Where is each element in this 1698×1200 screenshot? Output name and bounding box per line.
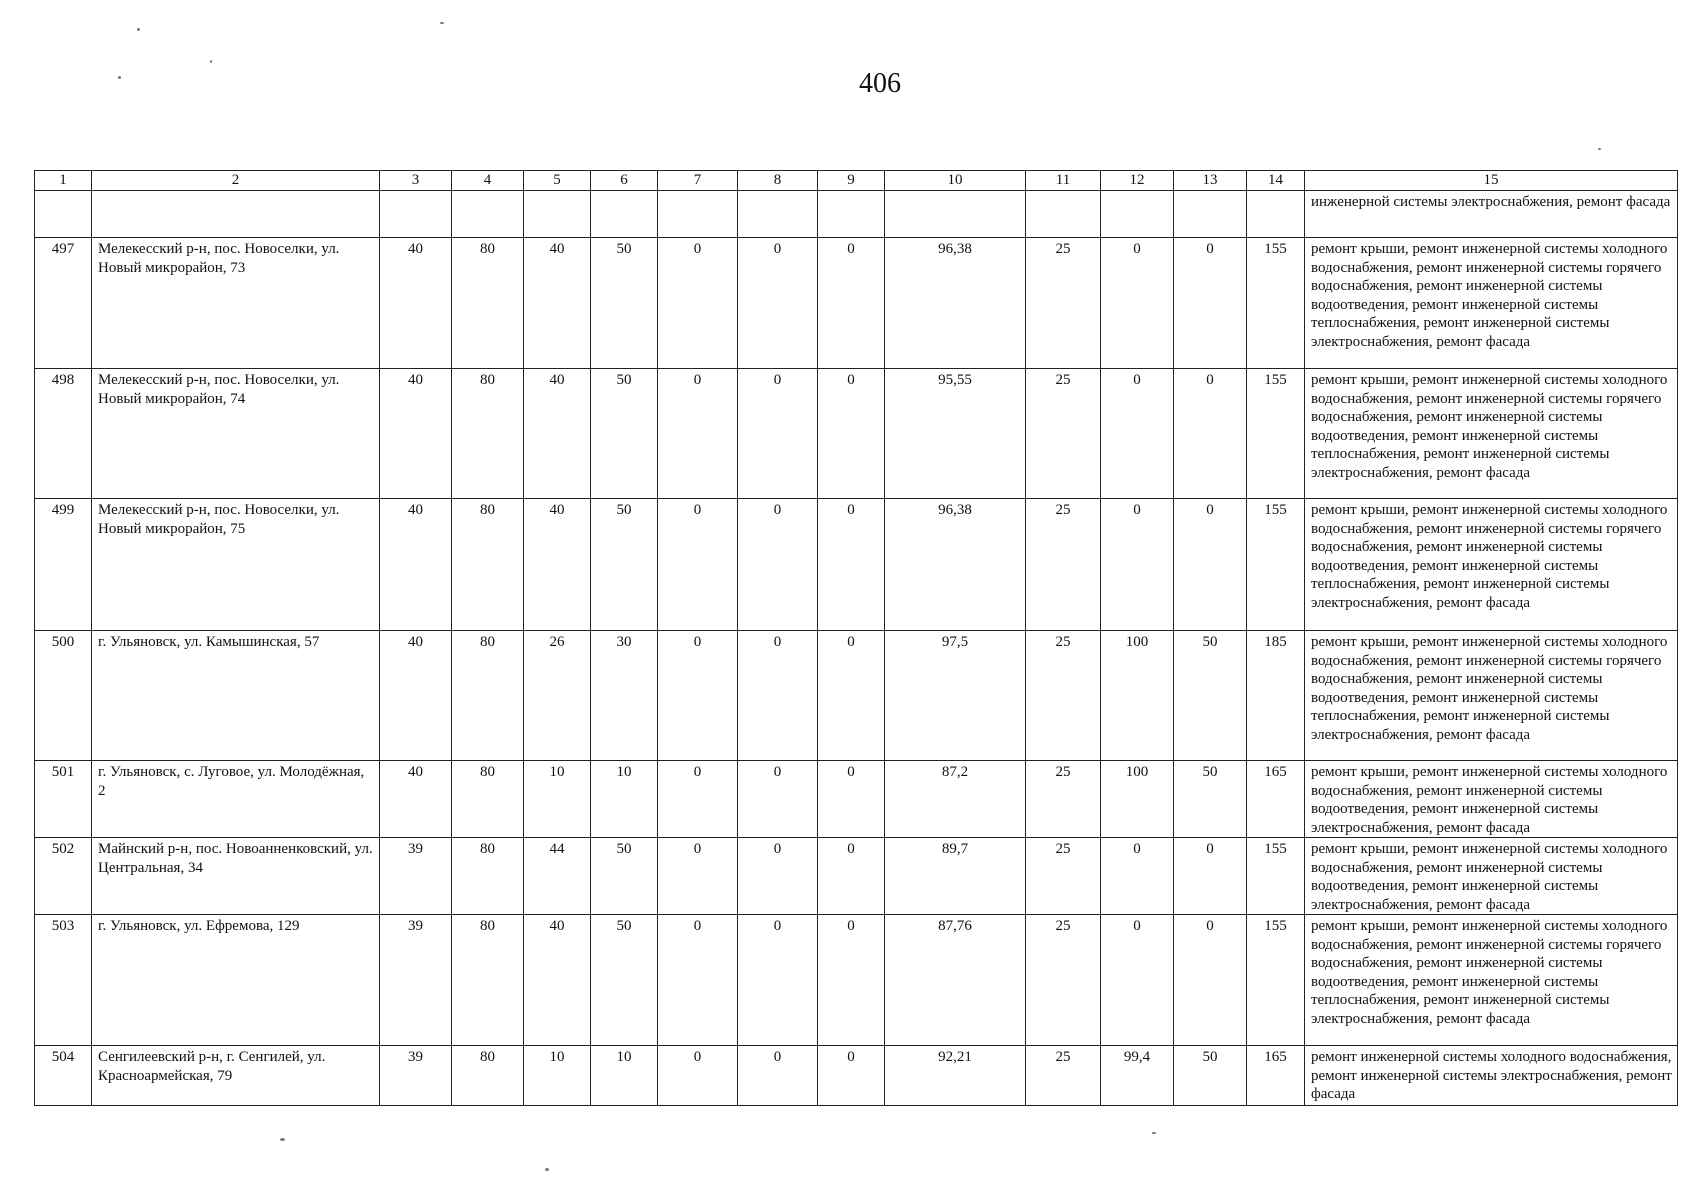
value-cell-c9: 0 (818, 838, 885, 915)
column-header: 9 (818, 171, 885, 191)
column-header: 1 (35, 171, 92, 191)
value-cell-c12: 0 (1101, 238, 1174, 369)
value-cell-c9: 0 (818, 631, 885, 761)
scan-speck (280, 1138, 285, 1141)
works-cell: ремонт крыши, ремонт инженерной системы холодного водоснабжения, ремонт инженерной системы горячего водоснабжения, ремонт инженерной системы водоотведения, ремонт инженерной системы теплоснабжения, ремонт инженерной системы электроснабжения, ремонт фасада (1305, 631, 1678, 761)
value-cell-c11: 25 (1026, 761, 1101, 838)
value-cell-c3: 40 (380, 369, 452, 499)
works-cell: ремонт крыши, ремонт инженерной системы холодного водоснабжения, ремонт инженерной системы горячего водоснабжения, ремонт инженерной системы водоотведения, ремонт инженерной системы теплоснабжения, ремонт инженерной системы электроснабжения, ремонт фасада (1305, 499, 1678, 631)
value-cell-c10: 92,21 (885, 1046, 1026, 1106)
table-row (35, 499, 1678, 631)
scan-speck (210, 60, 212, 63)
repair-program-table (34, 170, 1678, 1106)
table-row (35, 1046, 1678, 1106)
value-cell-c14: 185 (1247, 631, 1305, 761)
column-header: 3 (380, 171, 452, 191)
value-cell-c5: 40 (524, 499, 591, 631)
value-cell-c8: 0 (738, 761, 818, 838)
row-number-cell: 503 (35, 915, 92, 1046)
value-cell-c7: 0 (658, 1046, 738, 1106)
value-cell-c7: 0 (658, 369, 738, 499)
column-header: 7 (658, 171, 738, 191)
row-number-cell: 504 (35, 1046, 92, 1106)
address-cell: Майнский р-н, пос. Новоанненковский, ул. Центральная, 34 (92, 838, 380, 915)
value-cell-c12: 0 (1101, 499, 1174, 631)
value-cell-c4: 80 (452, 1046, 524, 1106)
value-cell-c8: 0 (738, 238, 818, 369)
value-cell-c5: 10 (524, 761, 591, 838)
row-number-cell: 502 (35, 838, 92, 915)
value-cell-c13: 50 (1174, 631, 1247, 761)
column-header: 4 (452, 171, 524, 191)
value-cell-c10: 96,38 (885, 238, 1026, 369)
column-header: 6 (591, 171, 658, 191)
works-cell: инженерной системы электроснабжения, ремонт фасада (1305, 191, 1678, 238)
value-cell-c6: 50 (591, 838, 658, 915)
value-cell-c4: 80 (452, 915, 524, 1046)
value-cell-c6: 50 (591, 238, 658, 369)
value-cell-c4: 80 (452, 761, 524, 838)
value-cell-c10: 89,7 (885, 838, 1026, 915)
value-cell-c9: 0 (818, 761, 885, 838)
value-cell-c6: 50 (591, 915, 658, 1046)
address-cell: Мелекесский р-н, пос. Новоселки, ул. Новый микрорайон, 74 (92, 369, 380, 499)
value-cell-c13: 0 (1174, 369, 1247, 499)
column-header: 14 (1247, 171, 1305, 191)
value-cell-c7: 0 (658, 238, 738, 369)
address-cell: Сенгилеевский р-н, г. Сенгилей, ул. Красноармейская, 79 (92, 1046, 380, 1106)
table-row (35, 915, 1678, 1046)
row-number-cell: 500 (35, 631, 92, 761)
value-cell-c7: 0 (658, 631, 738, 761)
value-cell-c11: 25 (1026, 838, 1101, 915)
value-cell-c11: 25 (1026, 499, 1101, 631)
value-cell-c9: 0 (818, 499, 885, 631)
value-cell-c13: 0 (1174, 499, 1247, 631)
address-cell: г. Ульяновск, ул. Ефремова, 129 (92, 915, 380, 1046)
works-cell: ремонт крыши, ремонт инженерной системы холодного водоснабжения, ремонт инженерной системы водоотведения, ремонт инженерной системы электроснабжения, ремонт фасада (1305, 761, 1678, 838)
column-header: 8 (738, 171, 818, 191)
row-number-cell: 498 (35, 369, 92, 499)
value-cell-c8: 0 (738, 369, 818, 499)
value-cell-c13: 0 (1174, 838, 1247, 915)
column-header: 2 (92, 171, 380, 191)
continuation-row (35, 191, 1678, 238)
value-cell-c4: 80 (452, 238, 524, 369)
value-cell-c8: 0 (738, 631, 818, 761)
value-cell-c6: 50 (591, 369, 658, 499)
value-cell-c5: 10 (524, 1046, 591, 1106)
column-header: 13 (1174, 171, 1247, 191)
value-cell-c9: 0 (818, 238, 885, 369)
column-header: 5 (524, 171, 591, 191)
address-cell: г. Ульяновск, ул. Камышинская, 57 (92, 631, 380, 761)
value-cell-c4: 80 (452, 631, 524, 761)
value-cell-c4: 80 (452, 369, 524, 499)
row-number-cell: 499 (35, 499, 92, 631)
works-cell: ремонт инженерной системы холодного водоснабжения, ремонт инженерной системы электроснабжения, ремонт фасада (1305, 1046, 1678, 1106)
value-cell-c13: 50 (1174, 761, 1247, 838)
value-cell-c8: 0 (738, 499, 818, 631)
value-cell-c7: 0 (658, 915, 738, 1046)
scan-speck (1598, 148, 1601, 150)
works-cell: ремонт крыши, ремонт инженерной системы холодного водоснабжения, ремонт инженерной системы водоотведения, ремонт инженерной системы электроснабжения, ремонт фасада (1305, 838, 1678, 915)
value-cell-c12: 0 (1101, 369, 1174, 499)
value-cell-c11: 25 (1026, 631, 1101, 761)
row-number-cell: 497 (35, 238, 92, 369)
table-row (35, 631, 1678, 761)
value-cell-c3: 39 (380, 838, 452, 915)
value-cell-c6: 10 (591, 1046, 658, 1106)
row-number-cell: 501 (35, 761, 92, 838)
scan-speck (137, 28, 140, 31)
value-cell-c13: 0 (1174, 915, 1247, 1046)
value-cell-c6: 10 (591, 761, 658, 838)
value-cell-c13: 50 (1174, 1046, 1247, 1106)
works-cell: ремонт крыши, ремонт инженерной системы холодного водоснабжения, ремонт инженерной системы горячего водоснабжения, ремонт инженерной системы водоотведения, ремонт инженерной системы теплоснабжения, ремонт инженерной системы электроснабжения, ремонт фасада (1305, 238, 1678, 369)
page-number: 406 (859, 68, 901, 99)
value-cell-c10: 95,55 (885, 369, 1026, 499)
value-cell-c14: 155 (1247, 499, 1305, 631)
table-row (35, 838, 1678, 915)
value-cell-c5: 40 (524, 369, 591, 499)
value-cell-c14: 155 (1247, 238, 1305, 369)
value-cell-c10: 97,5 (885, 631, 1026, 761)
value-cell-c7: 0 (658, 499, 738, 631)
value-cell-c6: 30 (591, 631, 658, 761)
address-cell: Мелекесский р-н, пос. Новоселки, ул. Новый микрорайон, 73 (92, 238, 380, 369)
value-cell-c3: 39 (380, 915, 452, 1046)
value-cell-c12: 0 (1101, 838, 1174, 915)
value-cell-c3: 40 (380, 238, 452, 369)
column-header: 10 (885, 171, 1026, 191)
value-cell-c3: 39 (380, 1046, 452, 1106)
value-cell-c14: 165 (1247, 1046, 1305, 1106)
value-cell-c12: 0 (1101, 915, 1174, 1046)
value-cell-c3: 40 (380, 761, 452, 838)
address-cell: Мелекесский р-н, пос. Новоселки, ул. Новый микрорайон, 75 (92, 499, 380, 631)
value-cell-c5: 40 (524, 238, 591, 369)
value-cell-c12: 100 (1101, 631, 1174, 761)
table-row (35, 238, 1678, 369)
value-cell-c8: 0 (738, 838, 818, 915)
column-header: 15 (1305, 171, 1678, 191)
value-cell-c4: 80 (452, 499, 524, 631)
value-cell-c3: 40 (380, 499, 452, 631)
value-cell-c8: 0 (738, 1046, 818, 1106)
value-cell-c10: 87,2 (885, 761, 1026, 838)
value-cell-c7: 0 (658, 761, 738, 838)
works-cell: ремонт крыши, ремонт инженерной системы холодного водоснабжения, ремонт инженерной системы горячего водоснабжения, ремонт инженерной системы водоотведения, ремонт инженерной системы теплоснабжения, ремонт инженерной системы электроснабжения, ремонт фасада (1305, 915, 1678, 1046)
header-row (35, 171, 1678, 191)
value-cell-c11: 25 (1026, 238, 1101, 369)
value-cell-c8: 0 (738, 915, 818, 1046)
column-header: 12 (1101, 171, 1174, 191)
scan-speck (440, 22, 444, 24)
value-cell-c14: 165 (1247, 761, 1305, 838)
value-cell-c9: 0 (818, 1046, 885, 1106)
table-row (35, 761, 1678, 838)
scan-speck (1152, 1132, 1156, 1134)
value-cell-c11: 25 (1026, 1046, 1101, 1106)
value-cell-c10: 87,76 (885, 915, 1026, 1046)
value-cell-c9: 0 (818, 369, 885, 499)
column-header: 11 (1026, 171, 1101, 191)
value-cell-c12: 100 (1101, 761, 1174, 838)
table-row (35, 369, 1678, 499)
scan-speck (545, 1168, 549, 1171)
value-cell-c3: 40 (380, 631, 452, 761)
value-cell-c7: 0 (658, 838, 738, 915)
value-cell-c11: 25 (1026, 369, 1101, 499)
value-cell-c5: 26 (524, 631, 591, 761)
value-cell-c14: 155 (1247, 915, 1305, 1046)
value-cell-c14: 155 (1247, 369, 1305, 499)
value-cell-c4: 80 (452, 838, 524, 915)
value-cell-c10: 96,38 (885, 499, 1026, 631)
value-cell-c14: 155 (1247, 838, 1305, 915)
address-cell: г. Ульяновск, с. Луговое, ул. Молодёжная, 2 (92, 761, 380, 838)
value-cell-c13: 0 (1174, 238, 1247, 369)
value-cell-c9: 0 (818, 915, 885, 1046)
value-cell-c6: 50 (591, 499, 658, 631)
value-cell-c12: 99,4 (1101, 1046, 1174, 1106)
scan-speck (118, 76, 121, 79)
works-cell: ремонт крыши, ремонт инженерной системы холодного водоснабжения, ремонт инженерной системы горячего водоснабжения, ремонт инженерной системы водоотведения, ремонт инженерной системы теплоснабжения, ремонт инженерной системы электроснабжения, ремонт фасада (1305, 369, 1678, 499)
value-cell-c5: 44 (524, 838, 591, 915)
value-cell-c11: 25 (1026, 915, 1101, 1046)
value-cell-c5: 40 (524, 915, 591, 1046)
